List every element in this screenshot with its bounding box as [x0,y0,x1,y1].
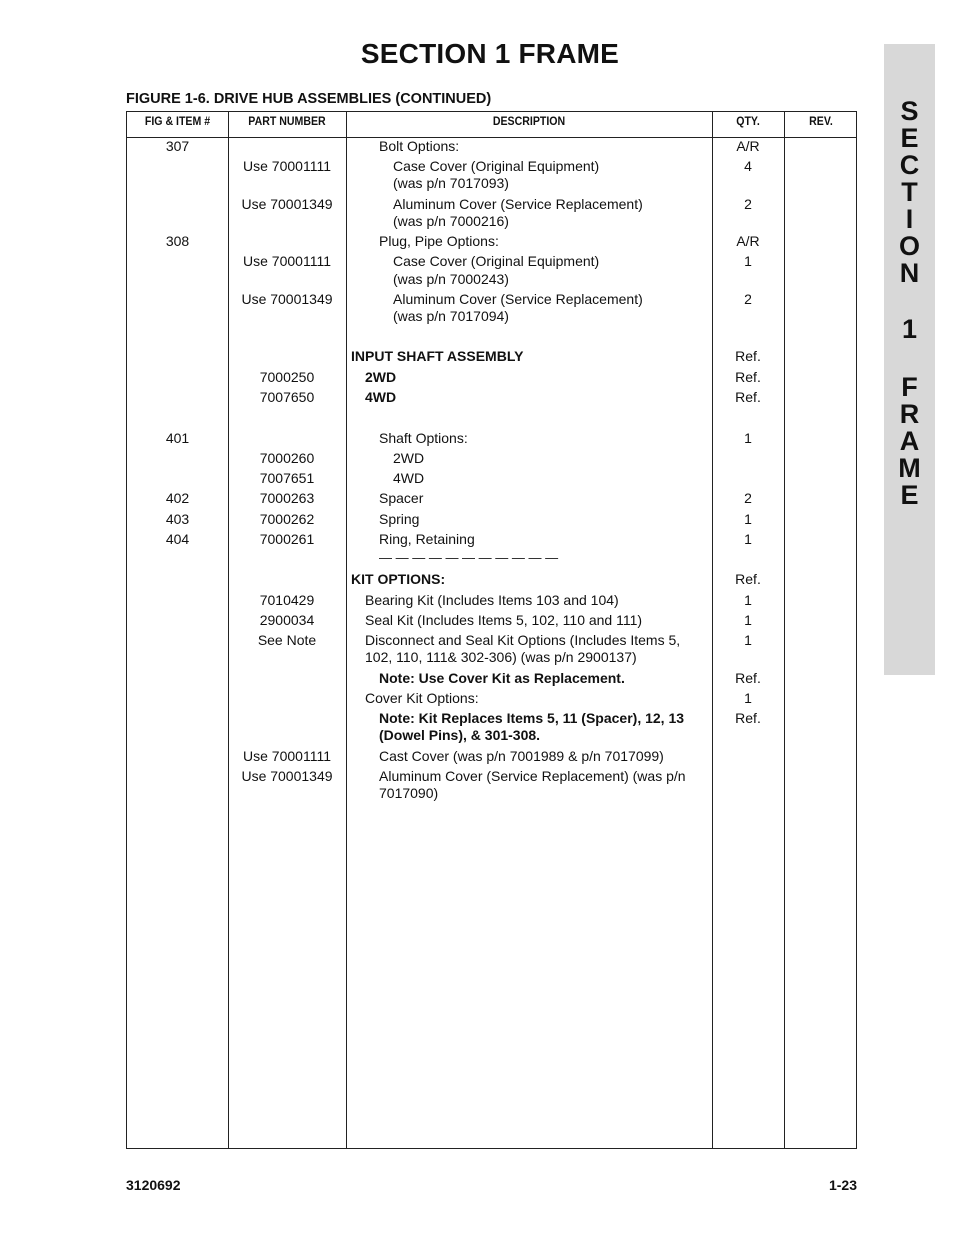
parts-table [126,111,857,1149]
part-number: See Note [257,632,317,648]
description: (was p/n 7017094) [393,308,509,324]
side-tab-letter: T [901,177,918,207]
description: (was p/n 7000216) [393,213,509,229]
part-number: 7000261 [259,531,315,547]
section-side-tab [884,44,935,675]
part-number: 7000260 [259,450,315,466]
description-note: Note: Use Cover Kit as Replacement. [379,670,625,686]
quantity: 1 [744,430,752,446]
part-number: 7007650 [259,389,315,405]
item-number: 403 [165,511,190,527]
description: Case Cover (Original Equipment) [393,253,600,269]
side-tab-letter: F [901,372,918,402]
quantity: 4 [744,158,752,174]
page-title: SECTION 1 FRAME [360,38,620,69]
side-tab-letter: A [899,426,920,456]
column-header-description: DESCRIPTION [492,116,566,128]
description: Ring, Retaining [379,531,475,547]
quantity: Ref. [735,389,761,405]
side-tab-letter: S [900,96,919,126]
description: Spacer [379,490,424,506]
quantity: 1 [744,531,752,547]
quantity: Ref. [735,348,761,364]
figure-title: FIGURE 1-6. DRIVE HUB ASSEMBLIES (CONTINUED) [126,91,492,107]
quantity: 1 [744,511,752,527]
description: 2WD [393,450,425,466]
quantity: 1 [744,632,752,648]
side-tab-letter: N [899,258,920,288]
part-number: 7000263 [259,490,315,506]
description: 4WD [393,470,425,486]
quantity: 1 [744,592,752,608]
quantity: A/R [736,138,760,154]
description: 2WD [365,369,397,385]
description: Aluminum Cover (Service Replacement) [393,196,643,212]
part-number: 7010429 [259,592,315,608]
description: Case Cover (Original Equipment) [393,158,600,174]
description: Cast Cover (was p/n 7001989 & p/n 7017099) [379,748,664,764]
description: Disconnect and Seal Kit Options (Includes Items 5, 102, 110, 111& 302-306) (was p/n 2900137) [365,632,681,665]
description-heading: INPUT SHAFT ASSEMBLY [351,348,524,364]
quantity: 1 [744,253,752,269]
part-number: Use 70001111 [243,253,331,269]
side-tab-letter: I [905,204,914,234]
quantity: Ref. [735,710,761,726]
part-number: 7000262 [259,511,315,527]
column-divider [784,112,785,1148]
item-number: 404 [165,531,190,547]
item-number: 308 [165,233,190,249]
item-number: 307 [165,138,190,154]
document-number: 3120692 [126,1177,181,1193]
description: 4WD [365,389,397,405]
description: Aluminum Cover (Service Replacement) (was p/n 7017090) [379,768,686,801]
description: Aluminum Cover (Service Replacement) [393,291,643,307]
side-tab-letter: E [900,480,919,510]
quantity: 1 [744,612,752,628]
quantity: 2 [744,291,752,307]
quantity: 1 [744,690,752,706]
quantity: Ref. [735,670,761,686]
column-header-part-number: PART NUMBER [248,116,326,128]
part-number: Use 70001111 [243,158,331,174]
column-header-fig-item: FIG & ITEM # [144,116,211,128]
dash-separator: — — — — — — — — — — — [379,550,559,565]
quantity: Ref. [735,369,761,385]
part-number: 2900034 [259,612,315,628]
quantity: A/R [736,233,760,249]
description: (was p/n 7017093) [393,175,509,191]
side-tab-letter: R [899,399,920,429]
description: Shaft Options: [379,430,468,446]
column-header-rev: REV. [809,116,833,128]
quantity: 2 [744,196,752,212]
description: Bolt Options: [379,138,460,154]
part-number: Use 70001349 [241,196,333,212]
description-note: Note: Kit Replaces Items 5, 11 (Spacer), 12, 13 (Dowel Pins), & 301-308. [379,710,685,743]
item-number: 402 [165,490,190,506]
side-tab-letter: C [899,150,920,180]
part-number: Use 70001349 [241,291,333,307]
quantity: 2 [744,490,752,506]
description: Bearing Kit (Includes Items 103 and 104) [365,592,619,608]
description: Spring [379,511,420,527]
side-tab-letter: 1 [901,314,918,344]
quantity: Ref. [735,571,761,587]
part-number: 7007651 [259,470,315,486]
side-tab-letter: O [898,231,920,261]
description-heading: KIT OPTIONS: [351,571,446,587]
part-number: Use 70001349 [241,768,333,784]
page-number: 1-23 [828,1177,857,1193]
side-tab-letter: M [898,453,921,483]
side-tab-letter: E [900,123,919,153]
part-number: Use 70001111 [243,748,331,764]
column-header-qty: QTY. [736,116,760,128]
part-number: 7000250 [259,369,315,385]
column-divider [346,112,347,1148]
description: Seal Kit (Includes Items 5, 102, 110 and 111) [365,612,643,628]
description: (was p/n 7000243) [393,271,509,287]
description: Plug, Pipe Options: [379,233,499,249]
item-number: 401 [165,430,190,446]
description: Cover Kit Options: [365,690,479,706]
